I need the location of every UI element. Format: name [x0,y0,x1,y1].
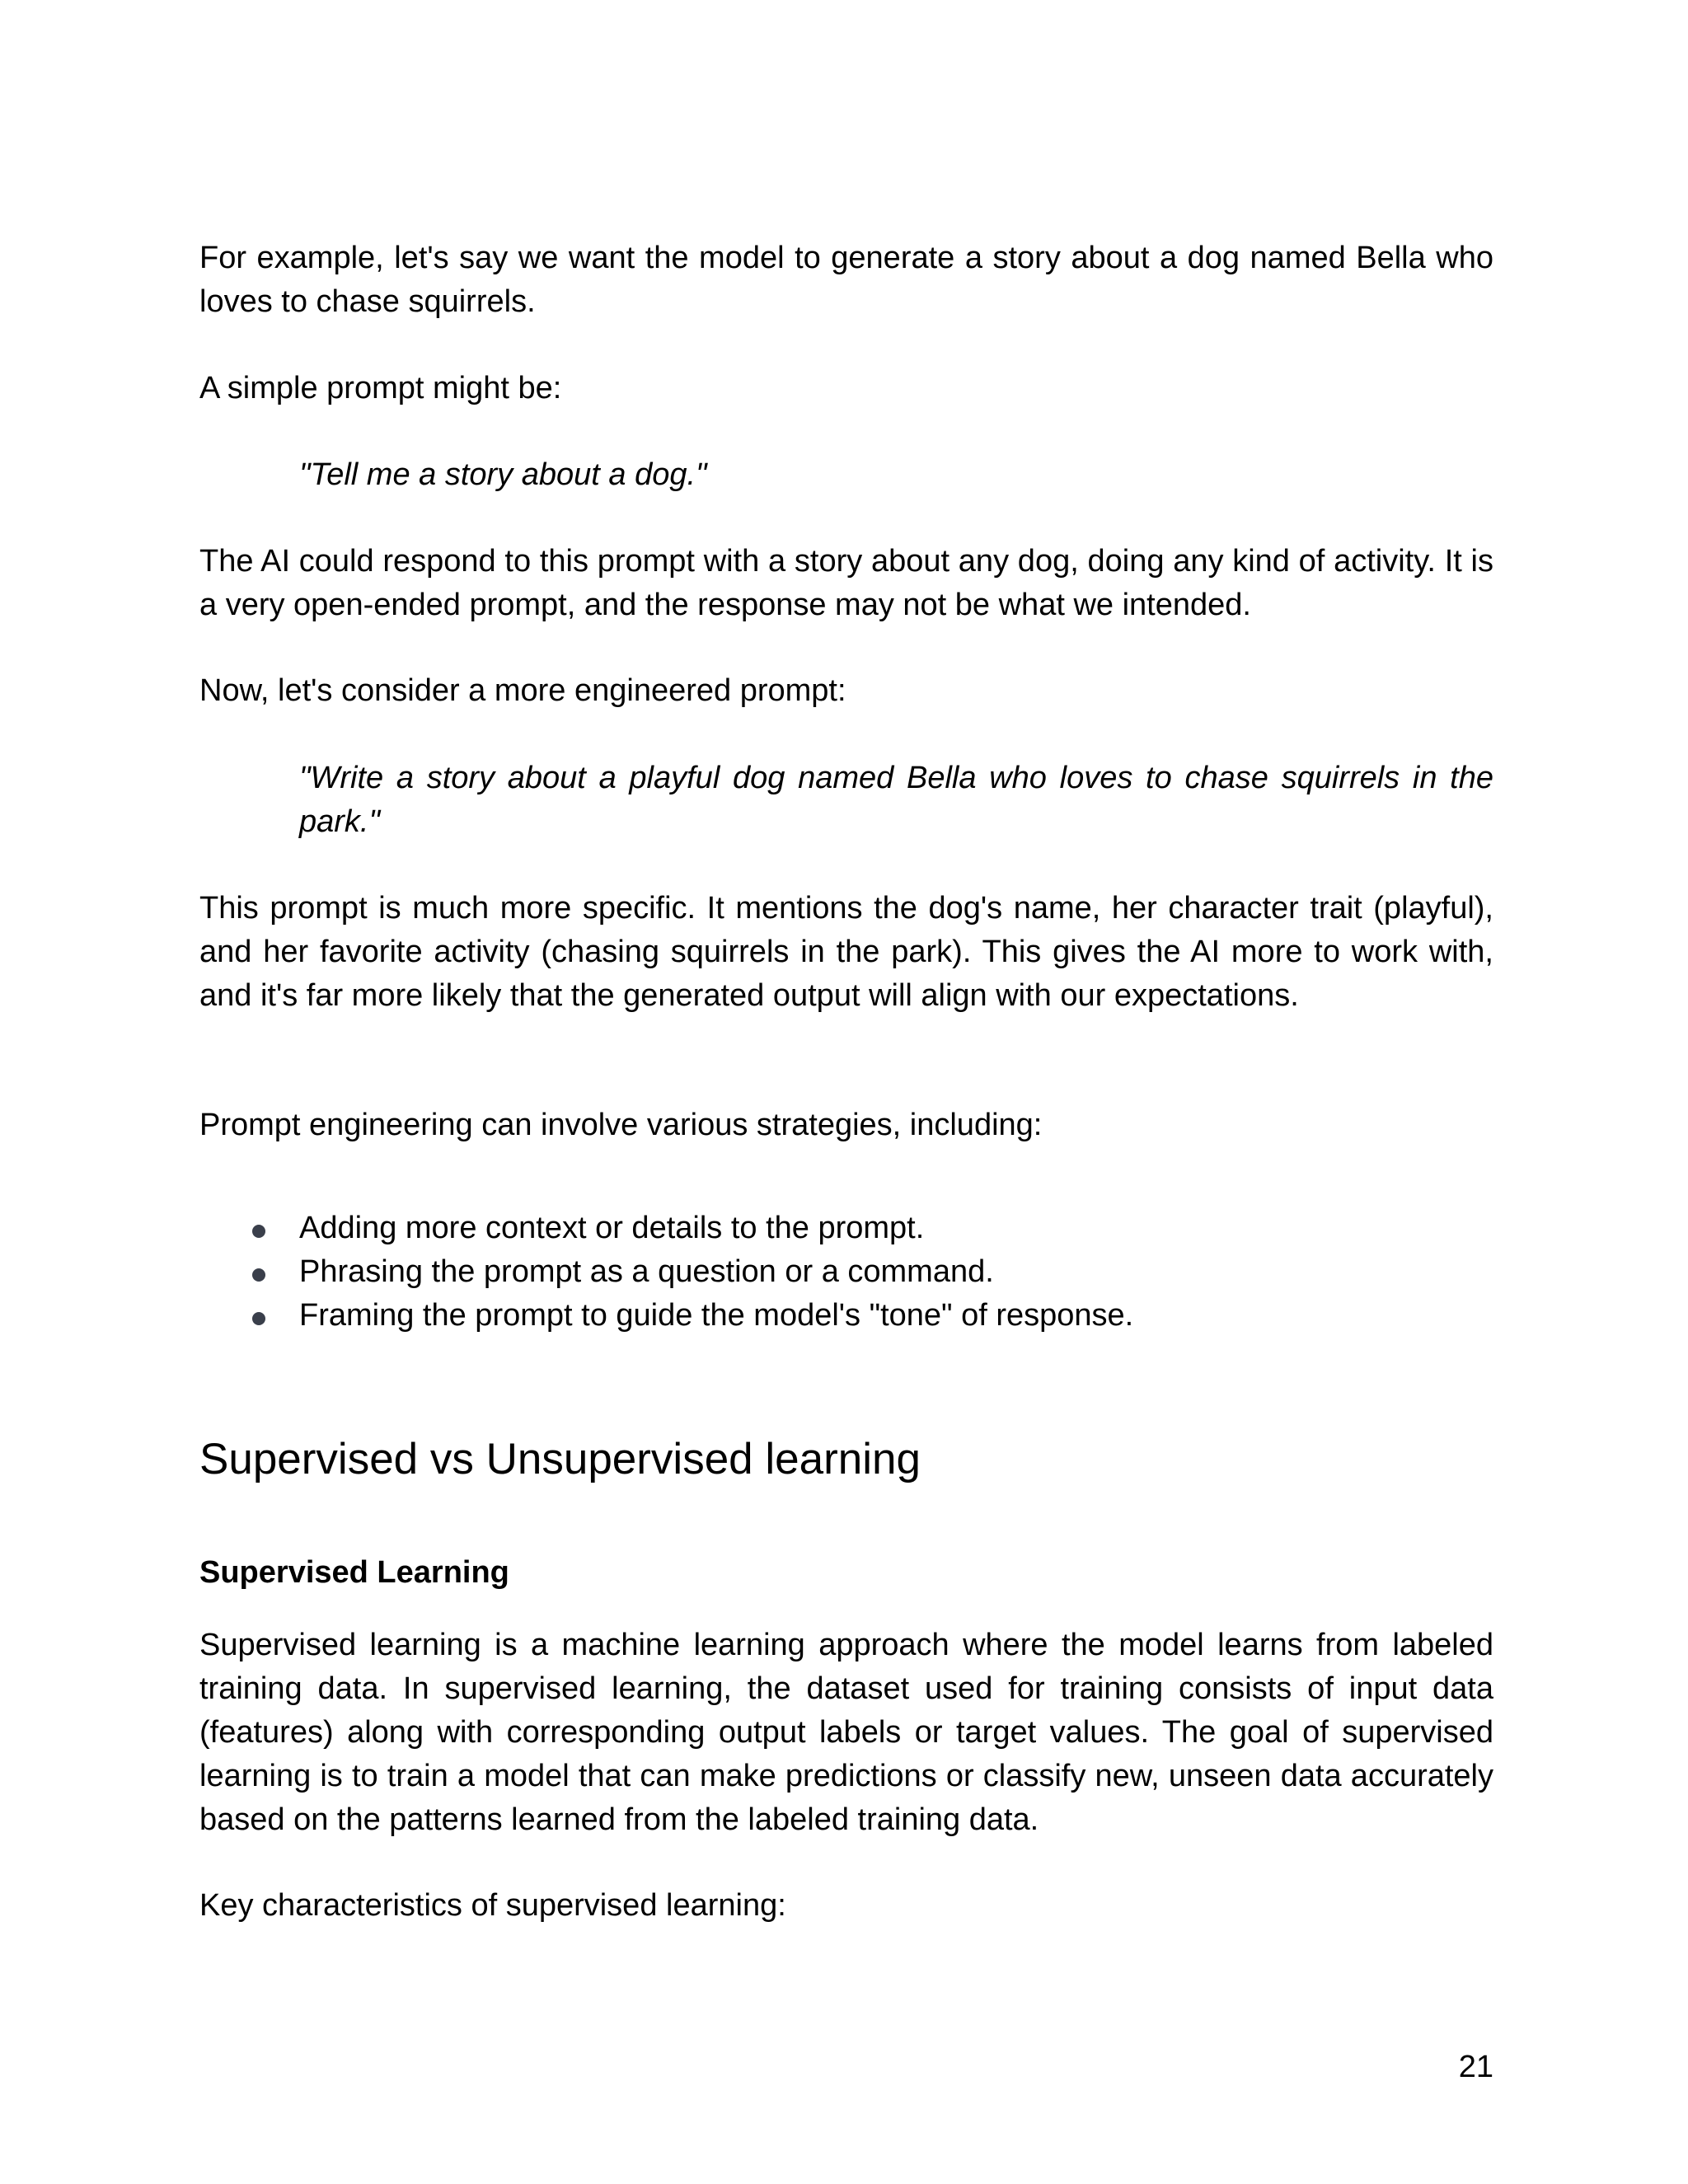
bullet-icon [252,1268,265,1282]
paragraph-key-characteristics: Key characteristics of supervised learning: [199,1888,786,1923]
bullet-icon [252,1312,265,1325]
paragraph-example-intro: For example, let's say we want the model to generate a story about a dog named Bella who loves to chase squirrels. [199,241,1493,319]
paragraph-open-ended: The AI could respond to this prompt with a story about any dog, doing any kind of activity. It is a very open-ended prompt, and the response may not be what we intended. [199,544,1493,622]
list-item-text: Adding more context or details to the prompt. [299,1211,925,1245]
list-item-text: Framing the prompt to guide the model's "tone" of response. [299,1298,1134,1333]
bullet-icon [252,1225,265,1238]
list-item [199,1207,1493,1250]
paragraph-strategies-intro: Prompt engineering can involve various strategies, including: [199,1108,1043,1142]
quote-simple-prompt: "Tell me a story about a dog." [299,457,707,492]
paragraph-supervised-definition: Supervised learning is a machine learning approach where the model learns from labeled training data. In supervised learning, the dataset used for training consists of input data (features) along with corresponding output labels or target values. The goal of supervised learning is to train a model that can make predictions or classify new, unseen data accurately based on the patterns learned from the labeled training data. [199,1628,1493,1837]
strategies-list [199,1207,1493,1338]
subsection-heading: Supervised Learning [199,1555,509,1590]
paragraph-specific-explanation: This prompt is much more specific. It mentions the dog's name, her character trait (playful), and her favorite activity (chasing squirrels in the park). This gives the AI more to work with, and it's far more likely that the generated output will align with our expectations. [199,891,1493,1013]
paragraph-engineered-intro: Now, let's consider a more engineered prompt: [199,673,846,708]
page-number: 21 [1458,2050,1493,2084]
list-item [199,1250,1493,1294]
quote-engineered-prompt: "Write a story about a playful dog named Bella who loves to chase squirrels in the park." [299,761,1493,839]
list-item [199,1294,1493,1338]
section-heading: Supervised vs Unsupervised learning [199,1435,921,1483]
paragraph-simple-prompt: A simple prompt might be: [199,371,562,405]
list-item-text: Phrasing the prompt as a question or a command. [299,1254,994,1289]
